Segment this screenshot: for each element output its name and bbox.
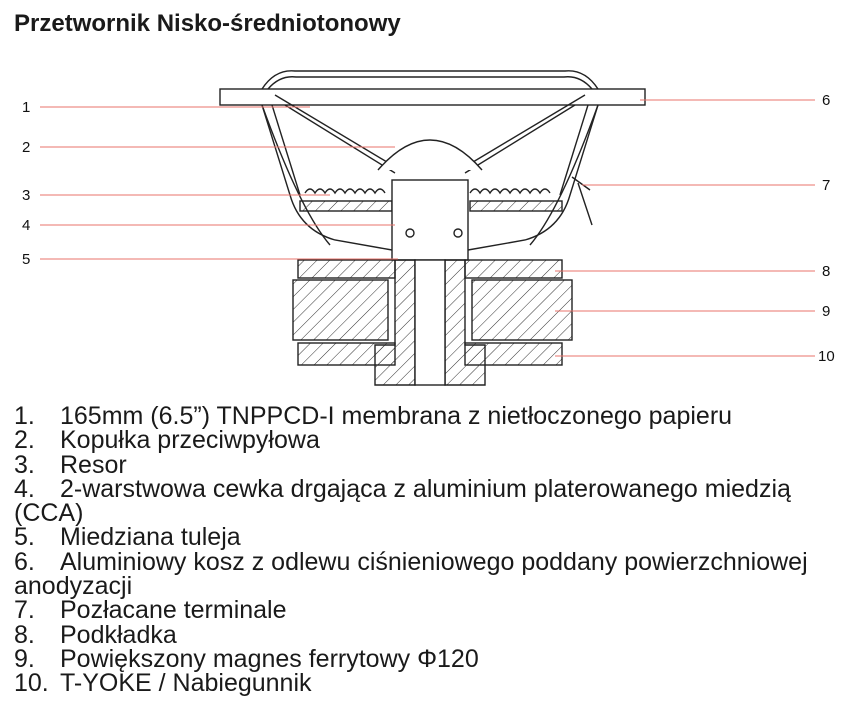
callout-5: 5 bbox=[22, 251, 31, 268]
callout-2: 2 bbox=[22, 139, 31, 156]
legend-item: 9. Powiększony magnes ferrytowy Φ120 bbox=[14, 644, 479, 673]
voice-coil-former bbox=[392, 180, 468, 260]
legend-item: 4. 2-warstwowa cewka drgająca z aluminium platerowanego miedzią (CCA) bbox=[14, 474, 791, 528]
callout-4: 4 bbox=[22, 217, 31, 234]
legend-item: 3. Resor bbox=[14, 450, 127, 479]
washer bbox=[298, 260, 395, 278]
callout-8: 8 bbox=[822, 263, 831, 280]
speaker-drawing bbox=[220, 71, 645, 385]
page-title: Przetwornik Nisko-średniotonowy bbox=[14, 10, 401, 37]
legend-item: 1. 165mm (6.5”) TNPPCD-I membrana z nietłoczonego papieru bbox=[14, 402, 733, 430]
legend-item: 5. Miedziana tuleja bbox=[14, 523, 241, 552]
legend-item: 2. Kopułka przeciwpyłowa bbox=[14, 426, 320, 455]
callout-6: 6 bbox=[822, 92, 831, 109]
legend-item: 10. T-YOKE / Nabiegunnik bbox=[14, 669, 312, 698]
callout-9: 9 bbox=[822, 303, 831, 320]
callout-3: 3 bbox=[22, 187, 31, 204]
terminal bbox=[572, 177, 592, 225]
surround bbox=[262, 71, 598, 89]
legend-item: 6. Aluminiowy kosz z odlewu ciśnieniowego poddany powierzchniowej anodyzacji bbox=[14, 547, 808, 601]
callout-1: 1 bbox=[22, 99, 31, 116]
dust-cap bbox=[378, 140, 482, 170]
magnet bbox=[293, 280, 388, 340]
callout-10: 10 bbox=[818, 348, 835, 365]
legend-item: 7. Pozłacane terminale bbox=[14, 596, 287, 625]
callout-7: 7 bbox=[822, 177, 831, 194]
speaker-cross-section-diagram bbox=[0, 55, 852, 395]
parts-legend bbox=[14, 404, 844, 696]
legend-item: 8. Podkładka bbox=[14, 620, 177, 649]
